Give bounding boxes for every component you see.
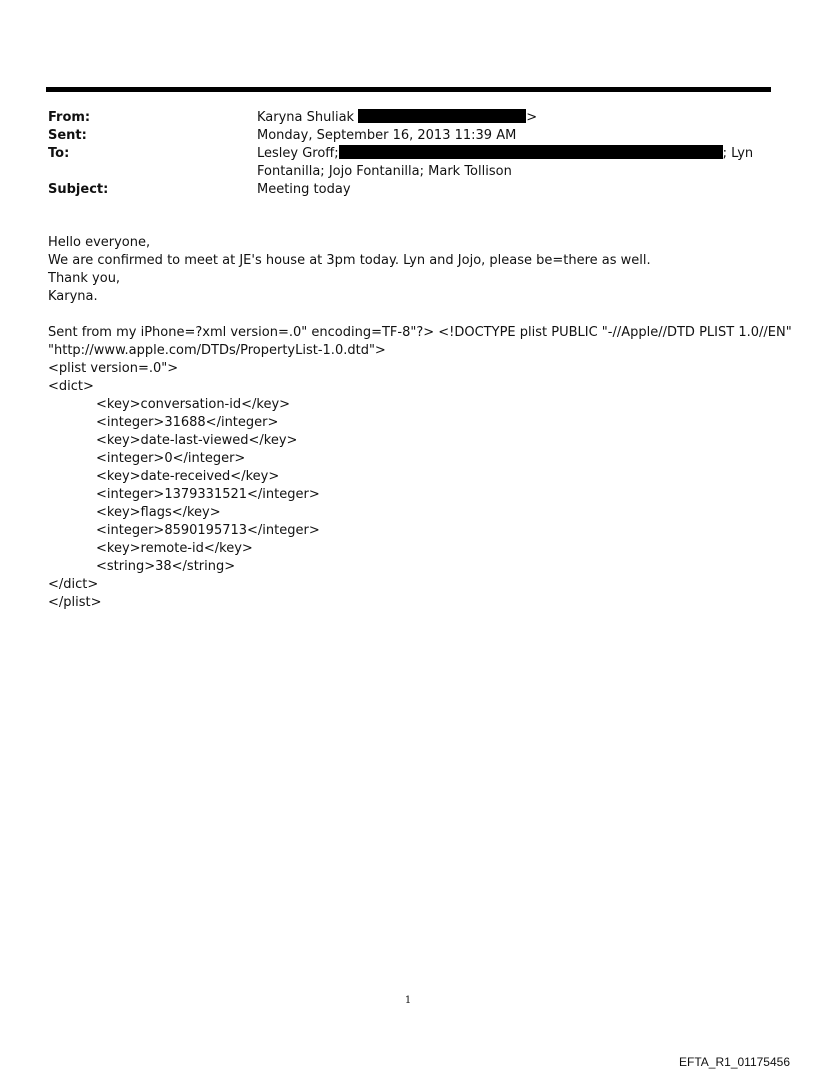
to-row xyxy=(48,145,768,163)
to-first-recipient: Lesley Groff; xyxy=(257,146,339,161)
to-row-continued xyxy=(48,163,768,181)
to-value-line2: Fontanilla; Jojo Fontanilla; Mark Tollison xyxy=(257,164,512,179)
email-header xyxy=(48,109,768,199)
plist-line: <key>remote-id</key> xyxy=(96,541,253,556)
subject-label: Subject: xyxy=(48,182,109,197)
subject-value: Meeting today xyxy=(257,182,351,197)
to-line1-end: ; Lyn xyxy=(722,146,754,161)
dict-open: <dict> xyxy=(48,379,94,394)
plist-line: <key>conversation-id</key> xyxy=(96,397,291,412)
body-line: We are confirmed to meet at JE's house at 3pm today. Lyn and Jojo, please be=there as well. xyxy=(48,253,651,268)
sent-row xyxy=(48,127,768,145)
from-close: > xyxy=(526,110,538,125)
header-rule xyxy=(46,87,771,92)
plist-close: </plist> xyxy=(48,595,102,610)
plist-line: <integer>0</integer> xyxy=(96,451,246,466)
dict-close: </dict> xyxy=(48,577,99,592)
from-name: Karyna Shuliak xyxy=(257,110,355,125)
sent-label: Sent: xyxy=(48,128,87,143)
plist-open: <plist version=.0"> xyxy=(48,361,179,376)
plist-line: <key>flags</key> xyxy=(96,505,221,520)
subject-row xyxy=(48,181,768,199)
document-id: EFTA_R1_01175456 xyxy=(679,1055,790,1069)
from-value xyxy=(257,109,537,127)
greeting: Hello everyone, xyxy=(48,235,151,250)
plist-line: <integer>1379331521</integer> xyxy=(96,487,320,502)
plist-line: <integer>8590195713</integer> xyxy=(96,523,320,538)
sent-value: Monday, September 16, 2013 11:39 AM xyxy=(257,128,517,143)
redaction-box xyxy=(339,145,723,159)
page-number: 1 xyxy=(404,995,412,1006)
signoff: Karyna. xyxy=(48,289,98,304)
plist-line: <key>date-last-viewed</key> xyxy=(96,433,298,448)
sent-from-line: Sent from my iPhone=?xml version=.0" encoding=TF-8"?> <!DOCTYPE plist PUBLIC "-//Apple//DTD PLIST 1.0//EN" xyxy=(48,325,792,340)
redaction-box xyxy=(358,109,526,123)
spacer xyxy=(48,306,768,324)
from-row xyxy=(48,109,768,127)
plist-line: <string>38</string> xyxy=(96,559,236,574)
plist-line: <key>date-received</key> xyxy=(96,469,280,484)
to-value-line1 xyxy=(257,145,753,163)
thanks-line: Thank you, xyxy=(48,271,121,286)
plist-line: <integer>31688</integer> xyxy=(96,415,279,430)
from-label: From: xyxy=(48,110,91,125)
to-label: To: xyxy=(48,146,70,161)
dtd-url-line: "http://www.apple.com/DTDs/PropertyList-1.0.dtd"> xyxy=(48,343,386,358)
email-body xyxy=(48,234,792,612)
